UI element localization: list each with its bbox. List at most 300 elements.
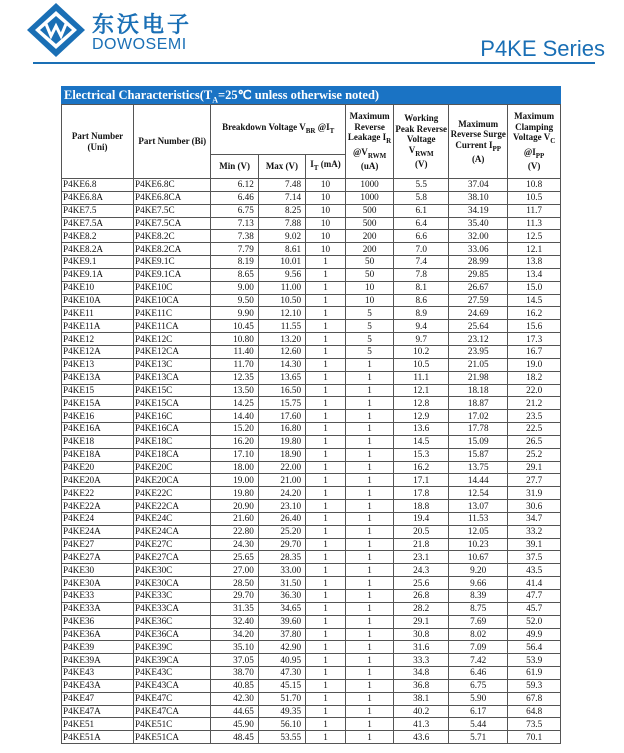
- cell-part-uni: P4KE30: [62, 564, 134, 577]
- cell-surge-current: 38.10: [449, 191, 508, 204]
- cell-working-voltage: 28.2: [394, 602, 449, 615]
- cell-part-bi: P4KE39C: [134, 641, 211, 654]
- cell-part-uni: P4KE51A: [62, 731, 134, 744]
- header-part-bi: Part Number (Bi): [134, 105, 211, 179]
- cell-it: 1: [306, 358, 346, 371]
- table-row: [62, 641, 561, 654]
- cell-clamping-voltage: 56.4: [508, 641, 561, 654]
- cell-part-uni: P4KE13A: [62, 371, 134, 384]
- cell-max: 33.00: [258, 564, 305, 577]
- cell-clamping-voltage: 11.7: [508, 204, 561, 217]
- cell-part-uni: P4KE18A: [62, 448, 134, 461]
- cell-it: 1: [306, 705, 346, 718]
- cell-it: 1: [306, 384, 346, 397]
- cell-clamping-voltage: 26.5: [508, 435, 561, 448]
- cell-surge-current: 7.42: [449, 654, 508, 667]
- cell-it: 1: [306, 667, 346, 680]
- cell-part-uni: P4KE47A: [62, 705, 134, 718]
- cell-surge-current: 5.90: [449, 692, 508, 705]
- cell-part-uni: P4KE16: [62, 410, 134, 423]
- cell-it: 1: [306, 641, 346, 654]
- table-row: [62, 577, 561, 590]
- cell-part-bi: P4KE7.5C: [134, 204, 211, 217]
- cell-working-voltage: 23.1: [394, 551, 449, 564]
- table-row: [62, 538, 561, 551]
- table-row: [62, 423, 561, 436]
- cell-surge-current: 7.09: [449, 641, 508, 654]
- cell-part-bi: P4KE12C: [134, 333, 211, 346]
- cell-clamping-voltage: 53.9: [508, 654, 561, 667]
- cell-leakage: 1: [345, 525, 393, 538]
- cell-it: 1: [306, 500, 346, 513]
- cell-part-bi: P4KE51CA: [134, 731, 211, 744]
- cell-part-uni: P4KE6.8A: [62, 191, 134, 204]
- cell-max: 31.50: [258, 577, 305, 590]
- brand-name-cn: 东沃电子: [92, 12, 193, 38]
- table-row: [62, 230, 561, 243]
- page-header: [0, 0, 624, 68]
- cell-min: 35.10: [211, 641, 258, 654]
- cell-surge-current: 6.46: [449, 667, 508, 680]
- cell-clamping-voltage: 18.2: [508, 371, 561, 384]
- cell-surge-current: 8.02: [449, 628, 508, 641]
- cell-clamping-voltage: 12.1: [508, 243, 561, 256]
- cell-leakage: 1: [345, 602, 393, 615]
- cell-part-bi: P4KE18CA: [134, 448, 211, 461]
- cell-min: 6.46: [211, 191, 258, 204]
- cell-it: 1: [306, 487, 346, 500]
- cell-part-bi: P4KE20CA: [134, 474, 211, 487]
- cell-it: 10: [306, 179, 346, 192]
- cell-it: 1: [306, 435, 346, 448]
- cell-leakage: 1: [345, 692, 393, 705]
- cell-clamping-voltage: 19.0: [508, 358, 561, 371]
- cell-leakage: 1000: [345, 179, 393, 192]
- cell-surge-current: 13.07: [449, 500, 508, 513]
- cell-min: 34.20: [211, 628, 258, 641]
- cell-min: 11.70: [211, 358, 258, 371]
- cell-part-bi: P4KE8.2C: [134, 230, 211, 243]
- table-row: [62, 256, 561, 269]
- cell-part-bi: P4KE11C: [134, 307, 211, 320]
- cell-part-uni: P4KE39A: [62, 654, 134, 667]
- cell-surge-current: 21.05: [449, 358, 508, 371]
- cell-working-voltage: 17.8: [394, 487, 449, 500]
- cell-surge-current: 28.99: [449, 256, 508, 269]
- cell-clamping-voltage: 16.2: [508, 307, 561, 320]
- cell-surge-current: 23.12: [449, 333, 508, 346]
- cell-working-voltage: 13.6: [394, 423, 449, 436]
- cell-it: 1: [306, 397, 346, 410]
- cell-max: 7.48: [258, 179, 305, 192]
- cell-surge-current: 9.66: [449, 577, 508, 590]
- cell-working-voltage: 5.5: [394, 179, 449, 192]
- cell-part-bi: P4KE39CA: [134, 654, 211, 667]
- cell-min: 6.12: [211, 179, 258, 192]
- cell-surge-current: 8.75: [449, 602, 508, 615]
- cell-part-uni: P4KE8.2: [62, 230, 134, 243]
- cell-working-voltage: 15.3: [394, 448, 449, 461]
- cell-part-uni: P4KE18: [62, 435, 134, 448]
- cell-surge-current: 6.17: [449, 705, 508, 718]
- cell-it: 1: [306, 294, 346, 307]
- cell-leakage: 1000: [345, 191, 393, 204]
- cell-part-uni: P4KE36A: [62, 628, 134, 641]
- cell-part-uni: P4KE13: [62, 358, 134, 371]
- cell-it: 1: [306, 474, 346, 487]
- cell-it: 1: [306, 628, 346, 641]
- cell-part-bi: P4KE24C: [134, 512, 211, 525]
- cell-max: 9.56: [258, 268, 305, 281]
- table-row: [62, 615, 561, 628]
- cell-part-uni: P4KE6.8: [62, 179, 134, 192]
- cell-working-voltage: 38.1: [394, 692, 449, 705]
- cell-max: 15.75: [258, 397, 305, 410]
- cell-min: 19.80: [211, 487, 258, 500]
- cell-surge-current: 21.98: [449, 371, 508, 384]
- cell-surge-current: 15.87: [449, 448, 508, 461]
- cell-it: 1: [306, 718, 346, 731]
- cell-clamping-voltage: 23.5: [508, 410, 561, 423]
- cell-leakage: 1: [345, 384, 393, 397]
- cell-leakage: 1: [345, 500, 393, 513]
- cell-surge-current: 17.02: [449, 410, 508, 423]
- cell-surge-current: 14.44: [449, 474, 508, 487]
- cell-working-voltage: 29.1: [394, 615, 449, 628]
- cell-part-uni: P4KE15: [62, 384, 134, 397]
- cell-leakage: 1: [345, 590, 393, 603]
- cell-max: 16.80: [258, 423, 305, 436]
- cell-it: 1: [306, 551, 346, 564]
- cell-surge-current: 11.53: [449, 512, 508, 525]
- table-row: [62, 307, 561, 320]
- cell-part-uni: P4KE47: [62, 692, 134, 705]
- table-row: [62, 397, 561, 410]
- cell-part-bi: P4KE36CA: [134, 628, 211, 641]
- cell-part-uni: P4KE20A: [62, 474, 134, 487]
- header-part-uni: Part Number (Uni): [62, 105, 134, 179]
- cell-working-voltage: 12.1: [394, 384, 449, 397]
- cell-leakage: 50: [345, 268, 393, 281]
- cell-it: 1: [306, 320, 346, 333]
- cell-part-uni: P4KE51: [62, 718, 134, 731]
- cell-leakage: 1: [345, 731, 393, 744]
- cell-max: 53.55: [258, 731, 305, 744]
- cell-leakage: 5: [345, 333, 393, 346]
- cell-working-voltage: 10.2: [394, 345, 449, 358]
- cell-it: 1: [306, 512, 346, 525]
- cell-part-uni: P4KE16A: [62, 423, 134, 436]
- cell-leakage: 200: [345, 230, 393, 243]
- cell-part-uni: P4KE22A: [62, 500, 134, 513]
- cell-part-bi: P4KE47C: [134, 692, 211, 705]
- cell-part-bi: P4KE7.5CA: [134, 217, 211, 230]
- cell-part-bi: P4KE22CA: [134, 500, 211, 513]
- cell-leakage: 1: [345, 564, 393, 577]
- cell-min: 9.90: [211, 307, 258, 320]
- cell-max: 34.65: [258, 602, 305, 615]
- cell-clamping-voltage: 10.5: [508, 191, 561, 204]
- table-row: [62, 461, 561, 474]
- cell-it: 1: [306, 461, 346, 474]
- cell-part-uni: P4KE39: [62, 641, 134, 654]
- cell-clamping-voltage: 30.6: [508, 500, 561, 513]
- table-row: [62, 487, 561, 500]
- cell-max: 51.70: [258, 692, 305, 705]
- table-row: [62, 435, 561, 448]
- cell-max: 11.55: [258, 320, 305, 333]
- cell-max: 39.60: [258, 615, 305, 628]
- cell-leakage: 1: [345, 371, 393, 384]
- series-title: P4KE Series: [480, 36, 605, 61]
- table-row: [62, 448, 561, 461]
- cell-min: 17.10: [211, 448, 258, 461]
- cell-clamping-voltage: 61.9: [508, 667, 561, 680]
- cell-max: 23.10: [258, 500, 305, 513]
- cell-working-voltage: 6.4: [394, 217, 449, 230]
- cell-leakage: 1: [345, 679, 393, 692]
- cell-it: 10: [306, 230, 346, 243]
- cell-clamping-voltage: 34.7: [508, 512, 561, 525]
- cell-it: 1: [306, 679, 346, 692]
- cell-surge-current: 17.78: [449, 423, 508, 436]
- cell-part-uni: P4KE10: [62, 281, 134, 294]
- cell-leakage: 1: [345, 423, 393, 436]
- cell-leakage: 5: [345, 320, 393, 333]
- cell-surge-current: 34.19: [449, 204, 508, 217]
- cell-min: 6.75: [211, 204, 258, 217]
- cell-leakage: 1: [345, 397, 393, 410]
- cell-it: 1: [306, 333, 346, 346]
- cell-min: 19.00: [211, 474, 258, 487]
- cell-clamping-voltage: 49.9: [508, 628, 561, 641]
- cell-min: 48.45: [211, 731, 258, 744]
- cell-leakage: 500: [345, 217, 393, 230]
- cell-surge-current: 18.87: [449, 397, 508, 410]
- cell-clamping-voltage: 15.0: [508, 281, 561, 294]
- cell-working-voltage: 40.2: [394, 705, 449, 718]
- cell-max: 47.30: [258, 667, 305, 680]
- header-leakage: Maximum Reverse Leakage $I_R$ $@V_{RWM}$ (uA): [345, 105, 393, 179]
- cell-clamping-voltage: 70.1: [508, 731, 561, 744]
- cell-part-bi: P4KE16CA: [134, 423, 211, 436]
- cell-surge-current: 18.18: [449, 384, 508, 397]
- cell-surge-current: 5.44: [449, 718, 508, 731]
- cell-leakage: 1: [345, 705, 393, 718]
- cell-min: 32.40: [211, 615, 258, 628]
- cell-clamping-voltage: 47.7: [508, 590, 561, 603]
- cell-min: 20.90: [211, 500, 258, 513]
- cell-part-bi: P4KE13C: [134, 358, 211, 371]
- cell-working-voltage: 9.4: [394, 320, 449, 333]
- cell-max: 11.00: [258, 281, 305, 294]
- cell-it: 1: [306, 731, 346, 744]
- cell-min: 21.60: [211, 512, 258, 525]
- cell-part-bi: P4KE11CA: [134, 320, 211, 333]
- cell-min: 27.00: [211, 564, 258, 577]
- cell-it: 10: [306, 243, 346, 256]
- cell-leakage: 1: [345, 538, 393, 551]
- cell-part-bi: P4KE10CA: [134, 294, 211, 307]
- cell-min: 38.70: [211, 667, 258, 680]
- cell-working-voltage: 43.6: [394, 731, 449, 744]
- cell-max: 19.80: [258, 435, 305, 448]
- cell-min: 9.00: [211, 281, 258, 294]
- cell-part-uni: P4KE12A: [62, 345, 134, 358]
- cell-it: 1: [306, 281, 346, 294]
- cell-part-bi: P4KE16C: [134, 410, 211, 423]
- table-row: [62, 294, 561, 307]
- table-row: [62, 358, 561, 371]
- cell-part-uni: P4KE20: [62, 461, 134, 474]
- table-row: [62, 667, 561, 680]
- cell-part-bi: P4KE36C: [134, 615, 211, 628]
- table-row: [62, 628, 561, 641]
- cell-min: 8.19: [211, 256, 258, 269]
- cell-min: 40.85: [211, 679, 258, 692]
- cell-surge-current: 32.00: [449, 230, 508, 243]
- cell-max: 16.50: [258, 384, 305, 397]
- cell-clamping-voltage: 73.5: [508, 718, 561, 731]
- table-row: [62, 654, 561, 667]
- cell-max: 12.10: [258, 307, 305, 320]
- brand-name-en: DOWOSEMI: [92, 36, 187, 53]
- cell-max: 10.50: [258, 294, 305, 307]
- cell-max: 13.65: [258, 371, 305, 384]
- cell-it: 1: [306, 692, 346, 705]
- cell-part-bi: P4KE6.8CA: [134, 191, 211, 204]
- header-max: Max (V): [258, 155, 305, 179]
- table-row: [62, 512, 561, 525]
- table-row: [62, 204, 561, 217]
- cell-working-voltage: 33.3: [394, 654, 449, 667]
- cell-min: 24.30: [211, 538, 258, 551]
- cell-surge-current: 37.04: [449, 179, 508, 192]
- cell-clamping-voltage: 12.5: [508, 230, 561, 243]
- cell-min: 44.65: [211, 705, 258, 718]
- cell-working-voltage: 7.0: [394, 243, 449, 256]
- cell-clamping-voltage: 27.7: [508, 474, 561, 487]
- cell-max: 18.90: [258, 448, 305, 461]
- cell-part-bi: P4KE33CA: [134, 602, 211, 615]
- cell-working-voltage: 16.2: [394, 461, 449, 474]
- cell-part-uni: P4KE10A: [62, 294, 134, 307]
- cell-clamping-voltage: 59.3: [508, 679, 561, 692]
- table-body: [62, 179, 561, 744]
- header-it: $I_T$ (mA): [306, 155, 346, 179]
- cell-part-uni: P4KE9.1: [62, 256, 134, 269]
- cell-max: 45.15: [258, 679, 305, 692]
- cell-clamping-voltage: 16.7: [508, 345, 561, 358]
- cell-part-uni: P4KE7.5: [62, 204, 134, 217]
- cell-leakage: 200: [345, 243, 393, 256]
- cell-part-uni: P4KE15A: [62, 397, 134, 410]
- cell-leakage: 1: [345, 474, 393, 487]
- cell-working-voltage: 8.9: [394, 307, 449, 320]
- cell-working-voltage: 31.6: [394, 641, 449, 654]
- header-working-voltage: Working Peak Reverse Voltage $V_{RWM}$ (V): [394, 105, 449, 179]
- cell-part-bi: P4KE47CA: [134, 705, 211, 718]
- cell-surge-current: 35.40: [449, 217, 508, 230]
- cell-working-voltage: 10.5: [394, 358, 449, 371]
- cell-working-voltage: 25.6: [394, 577, 449, 590]
- cell-min: 18.00: [211, 461, 258, 474]
- cell-leakage: 1: [345, 718, 393, 731]
- table-row: [62, 692, 561, 705]
- cell-clamping-voltage: 29.1: [508, 461, 561, 474]
- cell-clamping-voltage: 33.2: [508, 525, 561, 538]
- table-row: [62, 602, 561, 615]
- cell-it: 1: [306, 410, 346, 423]
- cell-it: 1: [306, 307, 346, 320]
- cell-clamping-voltage: 67.8: [508, 692, 561, 705]
- table-row: [62, 384, 561, 397]
- cell-part-bi: P4KE12CA: [134, 345, 211, 358]
- cell-surge-current: 12.54: [449, 487, 508, 500]
- cell-max: 7.14: [258, 191, 305, 204]
- cell-part-bi: P4KE30CA: [134, 577, 211, 590]
- cell-min: 14.40: [211, 410, 258, 423]
- cell-part-uni: P4KE12: [62, 333, 134, 346]
- cell-leakage: 1: [345, 358, 393, 371]
- cell-part-bi: P4KE20C: [134, 461, 211, 474]
- cell-max: 9.02: [258, 230, 305, 243]
- cell-part-uni: P4KE27A: [62, 551, 134, 564]
- cell-surge-current: 26.67: [449, 281, 508, 294]
- table-row: [62, 371, 561, 384]
- cell-min: 45.90: [211, 718, 258, 731]
- cell-part-bi: P4KE8.2CA: [134, 243, 211, 256]
- cell-working-voltage: 8.6: [394, 294, 449, 307]
- table-row: [62, 179, 561, 192]
- cell-max: 42.90: [258, 641, 305, 654]
- cell-leakage: 500: [345, 204, 393, 217]
- diamond-dw-logo-icon: [26, 2, 86, 58]
- cell-max: 40.95: [258, 654, 305, 667]
- cell-clamping-voltage: 45.7: [508, 602, 561, 615]
- cell-part-uni: P4KE8.2A: [62, 243, 134, 256]
- cell-max: 13.20: [258, 333, 305, 346]
- cell-part-bi: P4KE24CA: [134, 525, 211, 538]
- table-row: [62, 500, 561, 513]
- cell-working-voltage: 19.4: [394, 512, 449, 525]
- cell-leakage: 10: [345, 281, 393, 294]
- cell-part-bi: P4KE10C: [134, 281, 211, 294]
- cell-surge-current: 7.69: [449, 615, 508, 628]
- cell-it: 10: [306, 204, 346, 217]
- cell-surge-current: 24.69: [449, 307, 508, 320]
- table-row: [62, 410, 561, 423]
- cell-part-bi: P4KE33C: [134, 590, 211, 603]
- table-row: [62, 333, 561, 346]
- cell-max: 25.20: [258, 525, 305, 538]
- cell-it: 1: [306, 602, 346, 615]
- cell-max: 24.20: [258, 487, 305, 500]
- cell-working-voltage: 26.8: [394, 590, 449, 603]
- cell-min: 9.50: [211, 294, 258, 307]
- cell-it: 1: [306, 577, 346, 590]
- cell-min: 37.05: [211, 654, 258, 667]
- cell-part-uni: P4KE27: [62, 538, 134, 551]
- cell-surge-current: 10.67: [449, 551, 508, 564]
- cell-min: 16.20: [211, 435, 258, 448]
- cell-min: 11.40: [211, 345, 258, 358]
- cell-part-uni: P4KE36: [62, 615, 134, 628]
- cell-working-voltage: 24.3: [394, 564, 449, 577]
- table-row: [62, 281, 561, 294]
- cell-leakage: 1: [345, 551, 393, 564]
- table-row: [62, 525, 561, 538]
